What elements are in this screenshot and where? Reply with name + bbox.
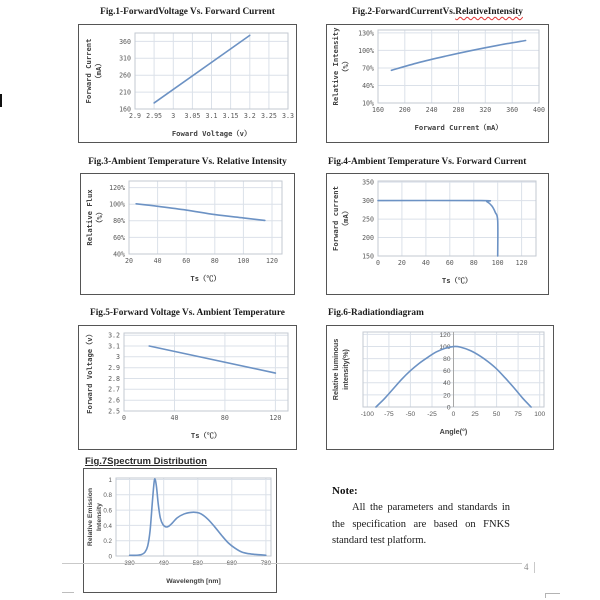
svg-text:280: 280 bbox=[452, 106, 465, 114]
svg-text:40: 40 bbox=[421, 259, 430, 267]
figure-4-chart-canvas bbox=[327, 174, 548, 294]
svg-text:3.2: 3.2 bbox=[108, 331, 120, 340]
svg-text:120: 120 bbox=[269, 414, 282, 422]
svg-text:-50: -50 bbox=[405, 411, 416, 418]
figure-1-title: Fig.1-ForwardVoltage Vs. Forward Current bbox=[100, 7, 275, 17]
svg-text:3: 3 bbox=[116, 353, 120, 362]
svg-text:3.25: 3.25 bbox=[260, 112, 277, 120]
footer-rule-end-tick bbox=[534, 562, 535, 573]
svg-text:75: 75 bbox=[514, 411, 522, 418]
figure-1-chart-canvas bbox=[79, 25, 296, 142]
figure-7-chart bbox=[83, 468, 277, 593]
svg-text:20: 20 bbox=[443, 392, 451, 400]
svg-text:20: 20 bbox=[397, 259, 406, 267]
figure-4-chart bbox=[326, 173, 549, 295]
svg-text:Forward Voltage（v）: Forward Voltage（v） bbox=[85, 330, 94, 414]
svg-text:Relative luminous: Relative luminous bbox=[331, 338, 340, 401]
svg-text:Ts（℃）: Ts（℃） bbox=[441, 276, 473, 285]
svg-text:150: 150 bbox=[362, 252, 374, 261]
figure-3-title: Fig.3-Ambient Temperature Vs. Relative Intensity bbox=[88, 157, 287, 167]
svg-text:100%: 100% bbox=[109, 200, 125, 209]
table-corner-mark-right bbox=[545, 593, 560, 598]
svg-text:0.2: 0.2 bbox=[103, 538, 112, 546]
svg-text:Forward current: Forward current bbox=[331, 186, 340, 251]
svg-text:100: 100 bbox=[439, 343, 451, 351]
svg-text:40: 40 bbox=[170, 414, 179, 422]
svg-text:2.6: 2.6 bbox=[108, 396, 120, 405]
svg-text:130%: 130% bbox=[358, 29, 374, 38]
svg-text:120: 120 bbox=[266, 257, 278, 265]
svg-text:2.5: 2.5 bbox=[108, 407, 120, 416]
svg-text:100: 100 bbox=[534, 411, 546, 418]
svg-text:Wavelength [nm]: Wavelength [nm] bbox=[166, 578, 221, 585]
note-heading: Note: bbox=[332, 485, 358, 497]
svg-text:3.1: 3.1 bbox=[205, 112, 218, 120]
svg-text:0: 0 bbox=[446, 404, 451, 412]
svg-text:60%: 60% bbox=[113, 233, 125, 242]
figure-5-chart-canvas bbox=[79, 326, 296, 449]
svg-text:2.9: 2.9 bbox=[129, 112, 141, 120]
svg-text:210: 210 bbox=[119, 88, 131, 97]
svg-text:3.15: 3.15 bbox=[222, 112, 239, 120]
svg-text:0.4: 0.4 bbox=[103, 522, 112, 530]
figure-7-title: Fig.7Spectrum Distribution bbox=[85, 456, 207, 467]
figure-2-title-misspelled: RelativeIntensity bbox=[455, 7, 523, 17]
figure-2-chart-canvas bbox=[327, 25, 548, 142]
svg-text:100: 100 bbox=[491, 259, 504, 267]
figure-5-chart bbox=[78, 325, 297, 450]
svg-text:3.2: 3.2 bbox=[243, 112, 256, 120]
svg-text:120: 120 bbox=[439, 331, 451, 339]
svg-text:Ts（℃）: Ts（℃） bbox=[190, 274, 221, 283]
figure-2-title bbox=[326, 6, 549, 19]
svg-text:2.9: 2.9 bbox=[108, 364, 120, 373]
figure-7-chart-canvas bbox=[84, 469, 276, 592]
svg-text:Angle(°): Angle(°) bbox=[439, 427, 468, 436]
svg-text:240: 240 bbox=[425, 106, 438, 114]
svg-text:120%: 120% bbox=[109, 184, 125, 192]
svg-text:60: 60 bbox=[182, 257, 191, 265]
svg-text:200: 200 bbox=[398, 106, 411, 114]
svg-text:Forward Current: Forward Current bbox=[84, 38, 93, 104]
svg-text:100: 100 bbox=[237, 257, 250, 265]
svg-text:10%: 10% bbox=[362, 99, 374, 108]
svg-text:260: 260 bbox=[119, 71, 131, 80]
svg-text:（%）: （%） bbox=[95, 208, 104, 227]
svg-text:0.6: 0.6 bbox=[103, 507, 112, 515]
svg-text:-25: -25 bbox=[427, 411, 437, 418]
svg-text:70%: 70% bbox=[362, 64, 374, 73]
svg-text:2.95: 2.95 bbox=[146, 112, 163, 120]
figure-1-chart bbox=[78, 24, 297, 143]
svg-text:100%: 100% bbox=[358, 46, 374, 55]
svg-text:Forward Current（mA）: Forward Current（mA） bbox=[414, 123, 503, 132]
svg-text:300: 300 bbox=[362, 197, 374, 205]
svg-text:Intensity: Intensity bbox=[96, 503, 103, 531]
svg-text:3.1: 3.1 bbox=[108, 342, 120, 351]
figure-2-chart bbox=[326, 24, 549, 143]
svg-text:0: 0 bbox=[451, 411, 456, 418]
svg-text:3: 3 bbox=[171, 112, 176, 120]
svg-text:80: 80 bbox=[469, 259, 478, 267]
svg-text:2.8: 2.8 bbox=[108, 374, 120, 383]
svg-text:350: 350 bbox=[362, 178, 374, 187]
svg-text:60: 60 bbox=[443, 368, 451, 376]
svg-text:Foward Voltage（v）: Foward Voltage（v） bbox=[171, 129, 252, 138]
svg-text:80%: 80% bbox=[113, 217, 125, 226]
svg-text:20: 20 bbox=[125, 257, 133, 265]
svg-text:160: 160 bbox=[119, 105, 131, 114]
svg-text:40%: 40% bbox=[113, 250, 125, 259]
svg-text:（mA）: （mA） bbox=[94, 59, 103, 83]
svg-text:40: 40 bbox=[153, 257, 162, 265]
svg-text:60: 60 bbox=[445, 259, 454, 267]
figure-6-chart-canvas bbox=[327, 326, 553, 449]
svg-text:320: 320 bbox=[479, 106, 492, 114]
figure-3-chart bbox=[80, 173, 295, 295]
svg-text:0: 0 bbox=[122, 414, 126, 422]
svg-text:25: 25 bbox=[471, 411, 479, 418]
svg-text:200: 200 bbox=[362, 233, 374, 242]
svg-text:Relative Intensity: Relative Intensity bbox=[331, 27, 340, 106]
svg-text:250: 250 bbox=[362, 215, 374, 224]
svg-text:0: 0 bbox=[376, 259, 380, 267]
svg-text:120: 120 bbox=[515, 259, 528, 267]
svg-text:-75: -75 bbox=[384, 411, 394, 418]
svg-text:3.3: 3.3 bbox=[282, 112, 294, 120]
svg-text:310: 310 bbox=[119, 54, 131, 63]
svg-text:1: 1 bbox=[108, 476, 112, 484]
svg-text:360: 360 bbox=[119, 37, 131, 46]
svg-text:（mA）: （mA） bbox=[341, 206, 350, 231]
svg-text:160: 160 bbox=[372, 106, 384, 114]
svg-text:80: 80 bbox=[220, 414, 229, 422]
svg-text:Ts（℃）: Ts（℃） bbox=[190, 431, 222, 440]
figure-5-title: Fig.5-Forward Voltage Vs. Ambient Temperature bbox=[90, 308, 285, 318]
svg-text:2.7: 2.7 bbox=[108, 385, 120, 394]
svg-text:360: 360 bbox=[506, 106, 519, 114]
table-corner-mark-left bbox=[62, 592, 74, 593]
figure-6-chart bbox=[326, 325, 554, 450]
svg-text:40: 40 bbox=[443, 380, 451, 388]
footer-rule bbox=[62, 563, 522, 564]
svg-text:0.8: 0.8 bbox=[103, 492, 112, 500]
figure-3-chart-canvas bbox=[81, 174, 294, 294]
note-section bbox=[332, 485, 510, 550]
figure-2-title-prefix: Fig.2-ForwardCurrentVs. bbox=[352, 7, 456, 17]
svg-text:40%: 40% bbox=[362, 81, 374, 90]
svg-text:Relative Emission: Relative Emission bbox=[87, 487, 94, 547]
svg-text:3.05: 3.05 bbox=[184, 112, 201, 120]
figure-6-title: Fig.6-Radiationdiagram bbox=[328, 308, 424, 318]
svg-text:（%）: （%） bbox=[341, 57, 350, 76]
figure-4-title: Fig.4-Ambient Temperature Vs. Forward Current bbox=[328, 157, 527, 167]
svg-text:80: 80 bbox=[210, 257, 219, 265]
svg-text:50: 50 bbox=[492, 411, 501, 418]
svg-text:400: 400 bbox=[533, 106, 545, 114]
svg-text:-100: -100 bbox=[360, 411, 374, 418]
svg-text:80: 80 bbox=[443, 356, 451, 363]
page-edge-mark bbox=[0, 94, 2, 107]
page-number: 4 bbox=[524, 562, 529, 572]
svg-text:intensity(%): intensity(%) bbox=[341, 349, 350, 390]
note-body: All the parameters and standards in the specification are based on FNKS standard test platform. bbox=[332, 502, 510, 547]
svg-text:0: 0 bbox=[108, 553, 112, 561]
svg-text:Relative Flux: Relative Flux bbox=[85, 189, 94, 246]
